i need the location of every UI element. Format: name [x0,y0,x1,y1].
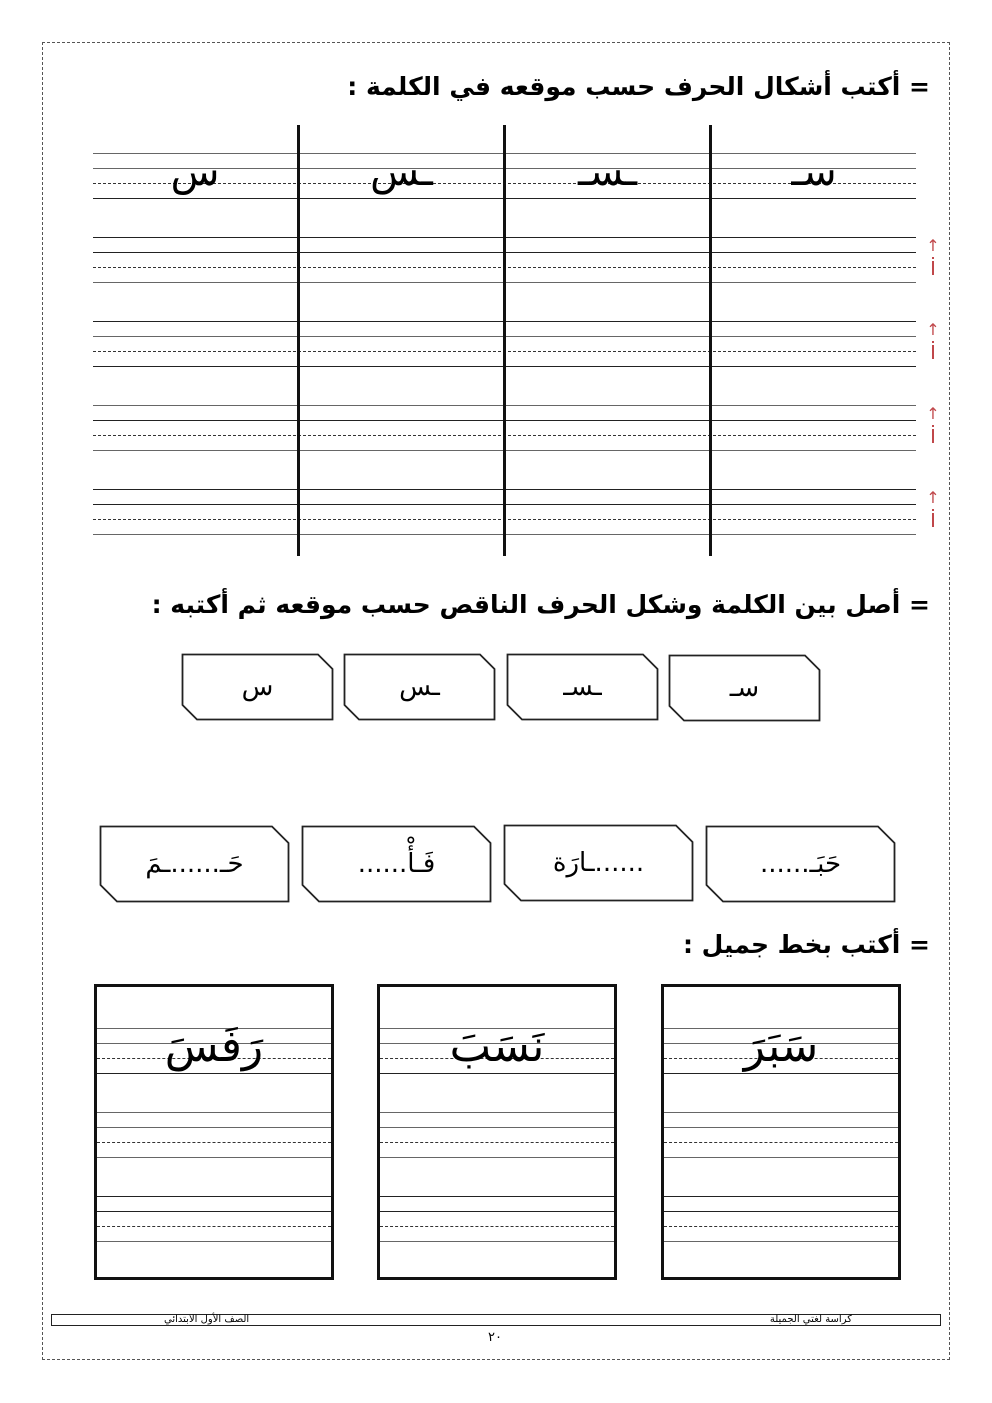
word-card-text: ......ـارَة [552,848,645,878]
letter-card-text: ـسـ [563,672,602,702]
letter-form-end: ـس [370,149,433,195]
word-card-text: فَـأْ...... [357,849,436,879]
section3-heading: = أكتب بخط جميل : [682,930,930,959]
up-arrow-icon: ↑ [926,238,940,275]
letter-card-text: ـس [399,672,440,702]
section1-heading: = أكتب أشكال الحرف حسب موقعه في الكلمة : [347,72,930,101]
word-card[interactable] [301,825,492,903]
letter-card-text: سـ [729,673,760,703]
letter-card[interactable] [668,654,821,722]
footer-book-title: كراسة لغتي الجميلة [769,1314,852,1325]
letter-form-beginning: سـ [791,149,837,195]
model-word: نَسَبَ [449,1021,545,1072]
letter-card[interactable] [506,653,659,721]
word-card-text: حَـ......ـمَ [145,849,244,879]
letter-form-isolated: س [170,149,220,195]
writing-box[interactable] [94,984,334,1280]
writing-box[interactable] [661,984,901,1280]
letter-card[interactable] [181,653,334,721]
footer-grade-label: الصف الأول الابتدائي [164,1314,250,1325]
word-card[interactable] [503,824,694,902]
model-word: سَبَرَ [743,1021,819,1072]
word-card[interactable] [705,825,896,903]
up-arrow-icon: ↑ [926,490,940,527]
model-word: رَفَسَ [164,1021,264,1072]
footer-bar [51,1314,941,1326]
letter-card-text: س [241,672,274,702]
word-card[interactable] [99,825,290,903]
letter-card[interactable] [343,653,496,721]
page-number: ٢٠ [488,1330,502,1345]
section2-heading: = أصل بين الكلمة وشكل الحرف الناقص حسب موقعه ثم أكتبه : [151,590,930,619]
up-arrow-icon: ↑ [926,406,940,443]
letter-form-middle: ـسـ [577,149,638,195]
up-arrow-icon: ↑ [926,322,940,359]
writing-box[interactable] [377,984,617,1280]
word-card-text: حَبَـ...... [759,849,842,879]
